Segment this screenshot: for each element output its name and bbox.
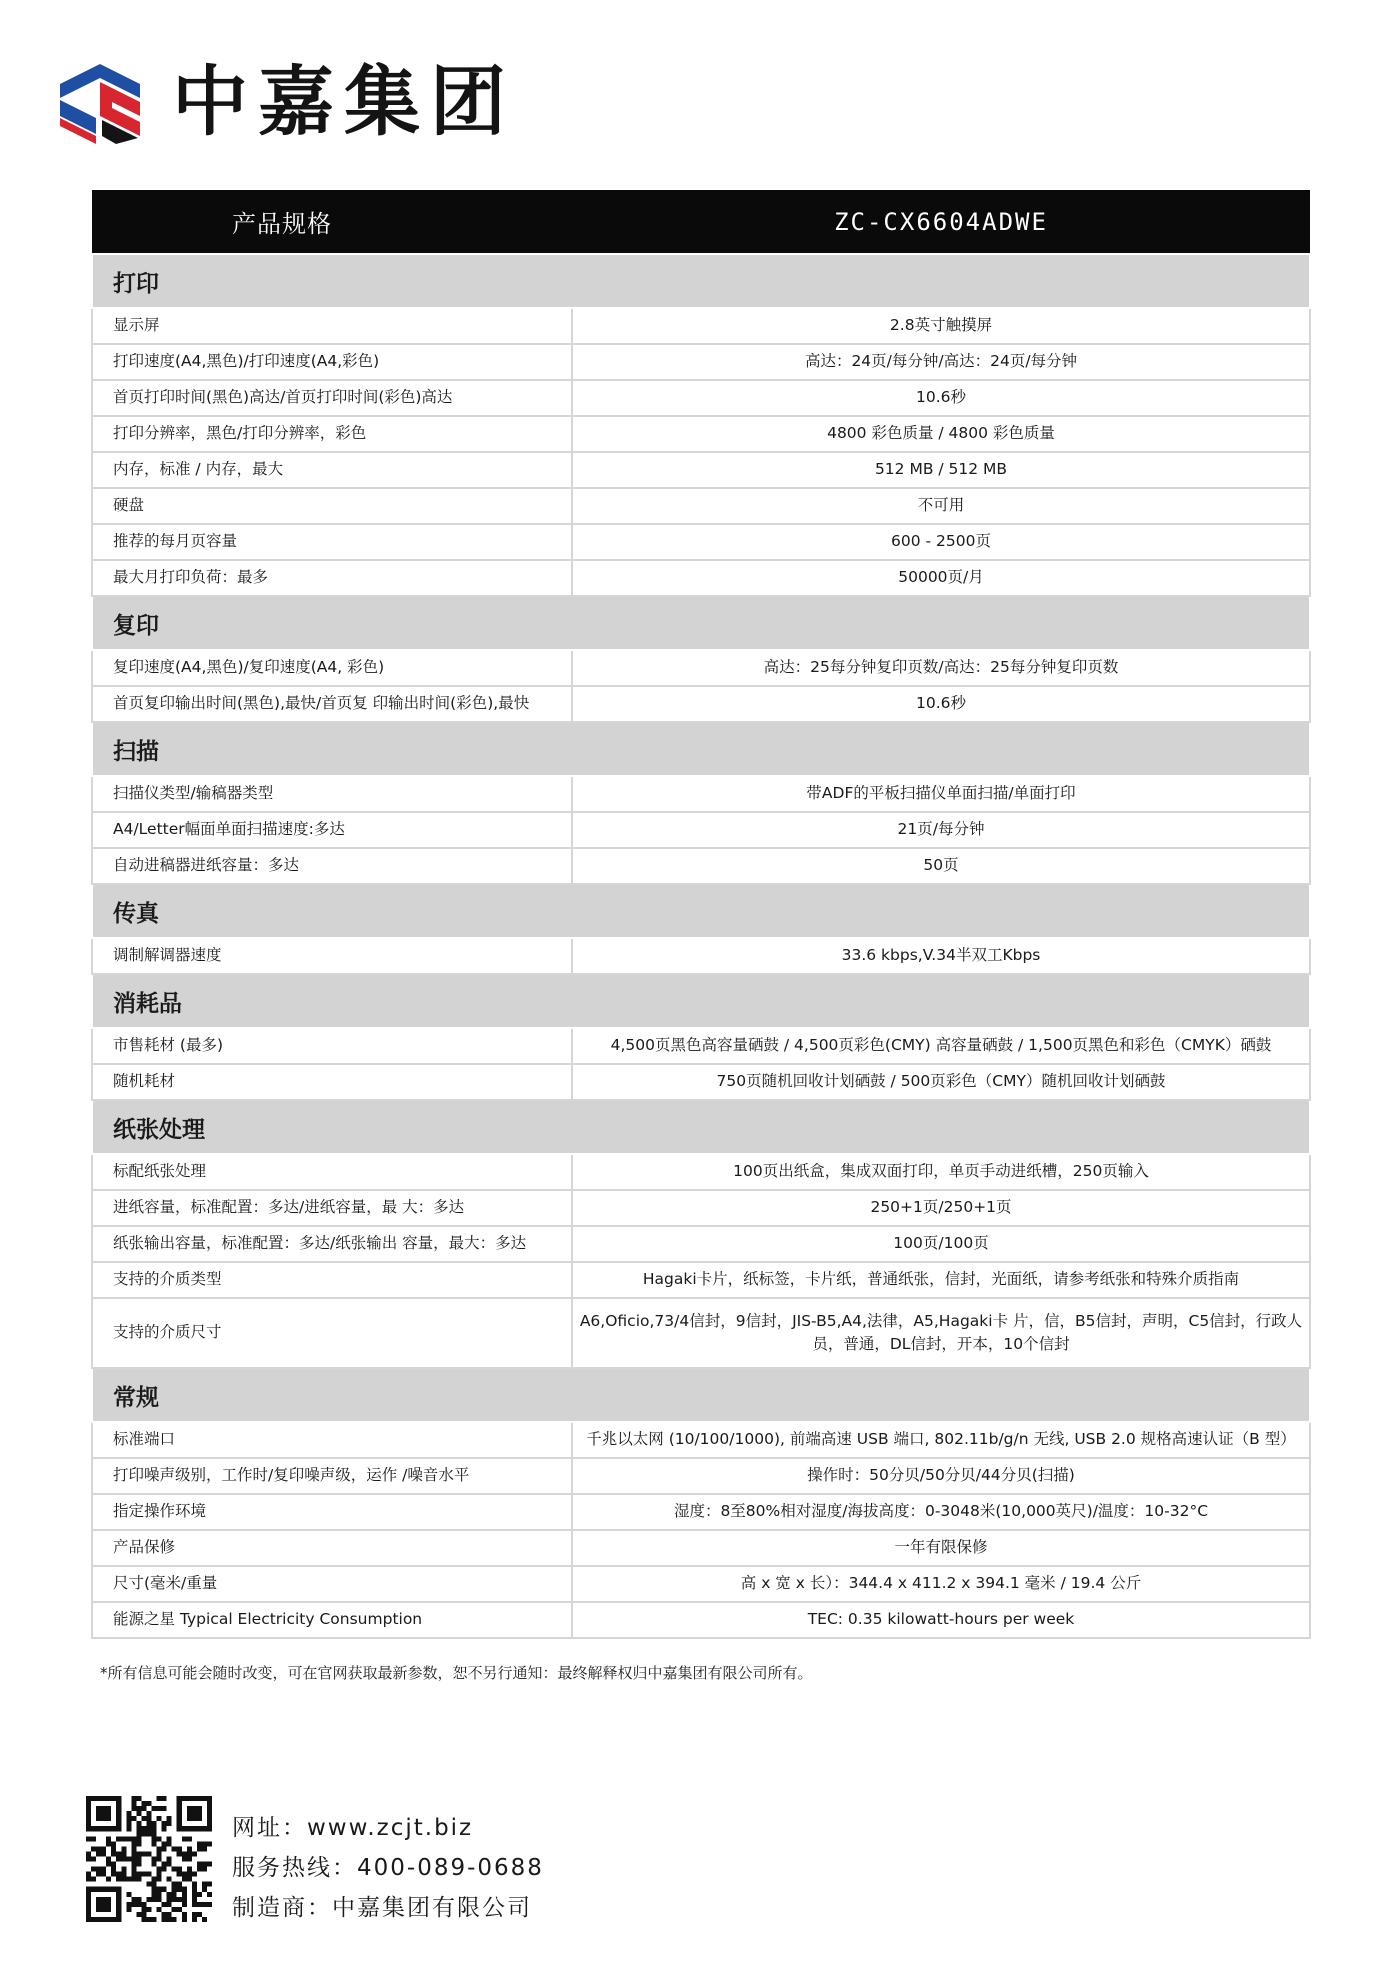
spec-label: 支持的介质类型 (92, 1262, 572, 1298)
spec-label: 推荐的每月页容量 (92, 524, 572, 560)
header-label: 产品规格 (92, 190, 572, 254)
zc-logo-icon (56, 60, 144, 144)
section-title: 扫描 (92, 722, 1310, 776)
spec-row (92, 1028, 1310, 1064)
spec-row (92, 1494, 1310, 1530)
spec-value: 50000页/月 (572, 560, 1310, 596)
spec-label: 标准端口 (92, 1422, 572, 1458)
spec-row (92, 1566, 1310, 1602)
spec-value: 高达：24页/每分钟/高达：24页/每分钟 (572, 344, 1310, 380)
spec-value: 100页/100页 (572, 1226, 1310, 1262)
spec-label: 打印噪声级别，工作时/复印噪声级，运作 /噪音水平 (92, 1458, 572, 1494)
spec-label: 随机耗材 (92, 1064, 572, 1100)
section-title: 传真 (92, 884, 1310, 938)
section-header (92, 974, 1310, 1028)
spec-label: 首页打印时间(黑色)高达/首页打印时间(彩色)高达 (92, 380, 572, 416)
section-title: 消耗品 (92, 974, 1310, 1028)
spec-value: 50页 (572, 848, 1310, 884)
spec-label: 扫描仪类型/输稿器类型 (92, 776, 572, 812)
section-title: 纸张处理 (92, 1100, 1310, 1154)
section-header (92, 254, 1310, 308)
spec-row (92, 380, 1310, 416)
spec-label: 指定操作环境 (92, 1494, 572, 1530)
spec-value: 4,500页黑色高容量硒鼓 / 4,500页彩色(CMY) 高容量硒鼓 / 1,500页黑色和彩色（CMYK）硒鼓 (572, 1028, 1310, 1064)
spec-label: 调制解调器速度 (92, 938, 572, 974)
spec-label: 能源之星 Typical Electricity Consumption (92, 1602, 572, 1638)
spec-row (92, 776, 1310, 812)
spec-label: 复印速度(A4,黑色)/复印速度(A4, 彩色) (92, 650, 572, 686)
spec-row (92, 1190, 1310, 1226)
spec-row (92, 344, 1310, 380)
section-header (92, 1368, 1310, 1422)
spec-value: 高 x 宽 x 长）：344.4 x 411.2 x 394.1 毫米 / 19.4 公斤 (572, 1566, 1310, 1602)
spec-label: 尺寸(毫米/重量 (92, 1566, 572, 1602)
spec-label: 硬盘 (92, 488, 572, 524)
spec-value: 600 - 2500页 (572, 524, 1310, 560)
spec-value: Hagaki卡片，纸标签，卡片纸，普通纸张，信封，光面纸，请参考纸张和特殊介质指南 (572, 1262, 1310, 1298)
section-title: 常规 (92, 1368, 1310, 1422)
brand-name: 中嘉集团 (172, 57, 516, 146)
spec-label: 市售耗材 (最多) (92, 1028, 572, 1064)
spec-row (92, 560, 1310, 596)
spec-value: 250+1页/250+1页 (572, 1190, 1310, 1226)
contact-info (232, 1808, 544, 1928)
spec-row (92, 650, 1310, 686)
spec-label: A4/Letter幅面单面扫描速度:多达 (92, 812, 572, 848)
spec-body (92, 254, 1310, 1638)
spec-row (92, 488, 1310, 524)
spec-label: 打印速度(A4,黑色)/打印速度(A4,彩色) (92, 344, 572, 380)
spec-row (92, 686, 1310, 722)
spec-table (91, 190, 1311, 1639)
spec-row (92, 524, 1310, 560)
spec-value: 33.6 kbps,V.34半双工Kbps (572, 938, 1310, 974)
spec-value: 不可用 (572, 488, 1310, 524)
spec-row (92, 1602, 1310, 1638)
spec-label: 进纸容量，标准配置：多达/进纸容量，最 大：多达 (92, 1190, 572, 1226)
spec-value: 21页/每分钟 (572, 812, 1310, 848)
website-text[interactable]: 网址：www.zcjt.biz (232, 1815, 474, 1841)
spec-row (92, 416, 1310, 452)
spec-row (92, 308, 1310, 344)
qr-code-icon (86, 1796, 212, 1922)
spec-label: 纸张输出容量，标准配置：多达/纸张输出 容量，最大：多达 (92, 1226, 572, 1262)
section-header (92, 722, 1310, 776)
spec-value: TEC: 0.35 kilowatt-hours per week (572, 1602, 1310, 1638)
spec-value: 千兆以太网 (10/100/1000), 前端高速 USB 端口, 802.11b/g/n 无线, USB 2.0 规格高速认证（B 型） (572, 1422, 1310, 1458)
model-number: ZC-CX6604ADWE (572, 190, 1310, 254)
spec-label: 标配纸张处理 (92, 1154, 572, 1190)
spec-label: 支持的介质尺寸 (92, 1298, 572, 1368)
spec-label: 打印分辨率，黑色/打印分辨率，彩色 (92, 416, 572, 452)
section-header (92, 596, 1310, 650)
spec-row (92, 1298, 1310, 1368)
spec-row (92, 848, 1310, 884)
spec-value: 10.6秒 (572, 380, 1310, 416)
section-title: 复印 (92, 596, 1310, 650)
spec-label: 首页复印输出时间(黑色),最快/首页复 印输出时间(彩色),最快 (92, 686, 572, 722)
section-title: 打印 (92, 254, 1310, 308)
spec-row (92, 1458, 1310, 1494)
spec-row (92, 938, 1310, 974)
spec-value: 操作时：50分贝/50分贝/44分贝(扫描) (572, 1458, 1310, 1494)
spec-value: 4800 彩色质量 / 4800 彩色质量 (572, 416, 1310, 452)
section-header (92, 1100, 1310, 1154)
spec-row (92, 452, 1310, 488)
spec-label: 内存，标准 / 内存，最大 (92, 452, 572, 488)
spec-row (92, 1064, 1310, 1100)
spec-value: 湿度：8至80%相对湿度/海拔高度：0-3048米(10,000英尺)/温度：10-32°C (572, 1494, 1310, 1530)
spec-value: 512 MB / 512 MB (572, 452, 1310, 488)
spec-value: 100页出纸盒，集成双面打印，单页手动进纸槽，250页输入 (572, 1154, 1310, 1190)
spec-label: 自动进稿器进纸容量：多达 (92, 848, 572, 884)
spec-row (92, 812, 1310, 848)
spec-label: 最大月打印负荷：最多 (92, 560, 572, 596)
section-header (92, 884, 1310, 938)
brand-logo (56, 52, 516, 152)
hotline-text: 服务热线：400-089-0688 (232, 1855, 544, 1881)
spec-value: 750页随机回收计划硒鼓 / 500页彩色（CMY）随机回收计划硒鼓 (572, 1064, 1310, 1100)
spec-row (92, 1422, 1310, 1458)
table-header (92, 190, 1310, 254)
spec-row (92, 1530, 1310, 1566)
spec-row (92, 1262, 1310, 1298)
spec-value: 2.8英寸触摸屏 (572, 308, 1310, 344)
spec-value: 高达：25每分钟复印页数/高达：25每分钟复印页数 (572, 650, 1310, 686)
spec-row (92, 1226, 1310, 1262)
disclaimer-note: *所有信息可能会随时改变，可在官网获取最新参数，恕不另行通知：最终解释权归中嘉集团有限公司所有。 (100, 1664, 813, 1682)
spec-row (92, 1154, 1310, 1190)
spec-value: 10.6秒 (572, 686, 1310, 722)
spec-value: 带ADF的平板扫描仪单面扫描/单面打印 (572, 776, 1310, 812)
spec-value: 一年有限保修 (572, 1530, 1310, 1566)
manufacturer-text: 制造商：中嘉集团有限公司 (232, 1895, 532, 1921)
spec-label: 显示屏 (92, 308, 572, 344)
spec-label: 产品保修 (92, 1530, 572, 1566)
spec-value: A6,Oficio,73/4信封，9信封，JIS-B5,A4,法律，A5,Hagaki卡 片，信，B5信封，声明，C5信封，行政人员，普通，DL信封，开本，10个信封 (572, 1298, 1310, 1368)
